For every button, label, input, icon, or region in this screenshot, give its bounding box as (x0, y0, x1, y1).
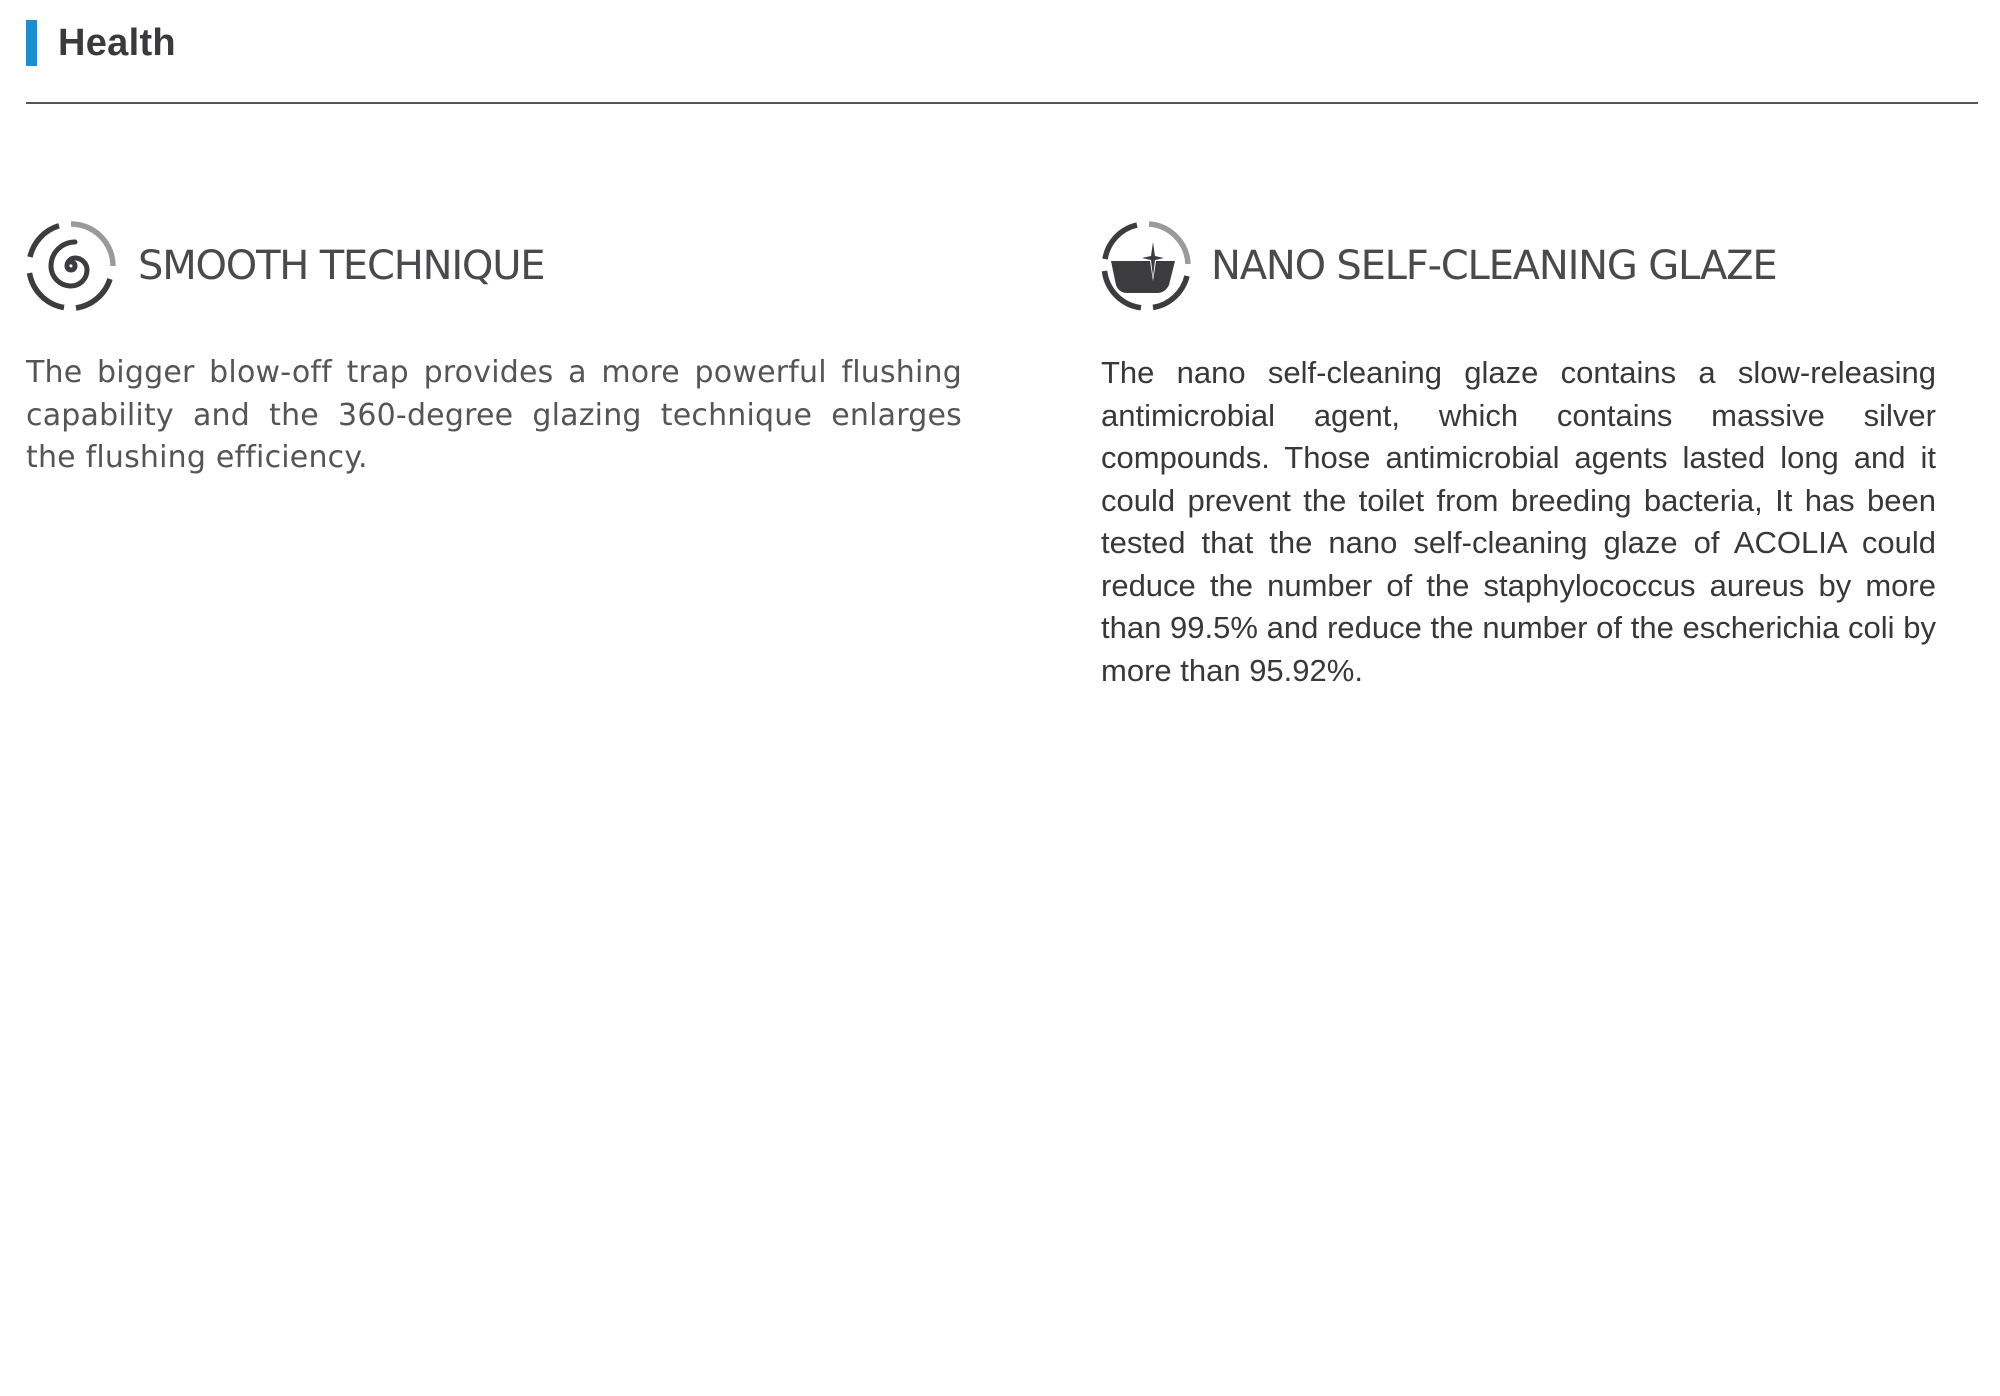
feature-heading (1101, 220, 1936, 312)
feature-description: The bigger blow-off trap provides a more powerful flushing capability and the 360-degree glazing technique enlarges the flushing efficiency. (26, 355, 962, 475)
page-header (26, 20, 176, 66)
spiral-icon (26, 221, 116, 311)
feature-heading (26, 220, 962, 312)
header-divider (26, 102, 1978, 104)
feature-title: SMOOTH TECHNIQUE (138, 243, 545, 289)
feature-title: NANO SELF-CLEANING GLAZE (1211, 243, 1777, 289)
header-accent-bar (26, 20, 37, 66)
page-title: Health (58, 21, 176, 64)
feature-description: The nano self-cleaning glaze contains a slow-releasing antimicrobial agent, which contains massive silver compounds. Those antimicrobial agents lasted long and it could prevent the toilet from breeding bacteria, It has been tested that the nano self-cleaning glaze of ACOLIA could reduce the number of the staphylococcus aureus by more than 99.5% and reduce the number of the escherichia coli by more than 95.92%. (1101, 355, 1936, 688)
feature-nano-glaze (1101, 220, 1936, 692)
sparkling-bowl-icon (1101, 221, 1191, 311)
feature-smooth-technique (26, 220, 962, 480)
